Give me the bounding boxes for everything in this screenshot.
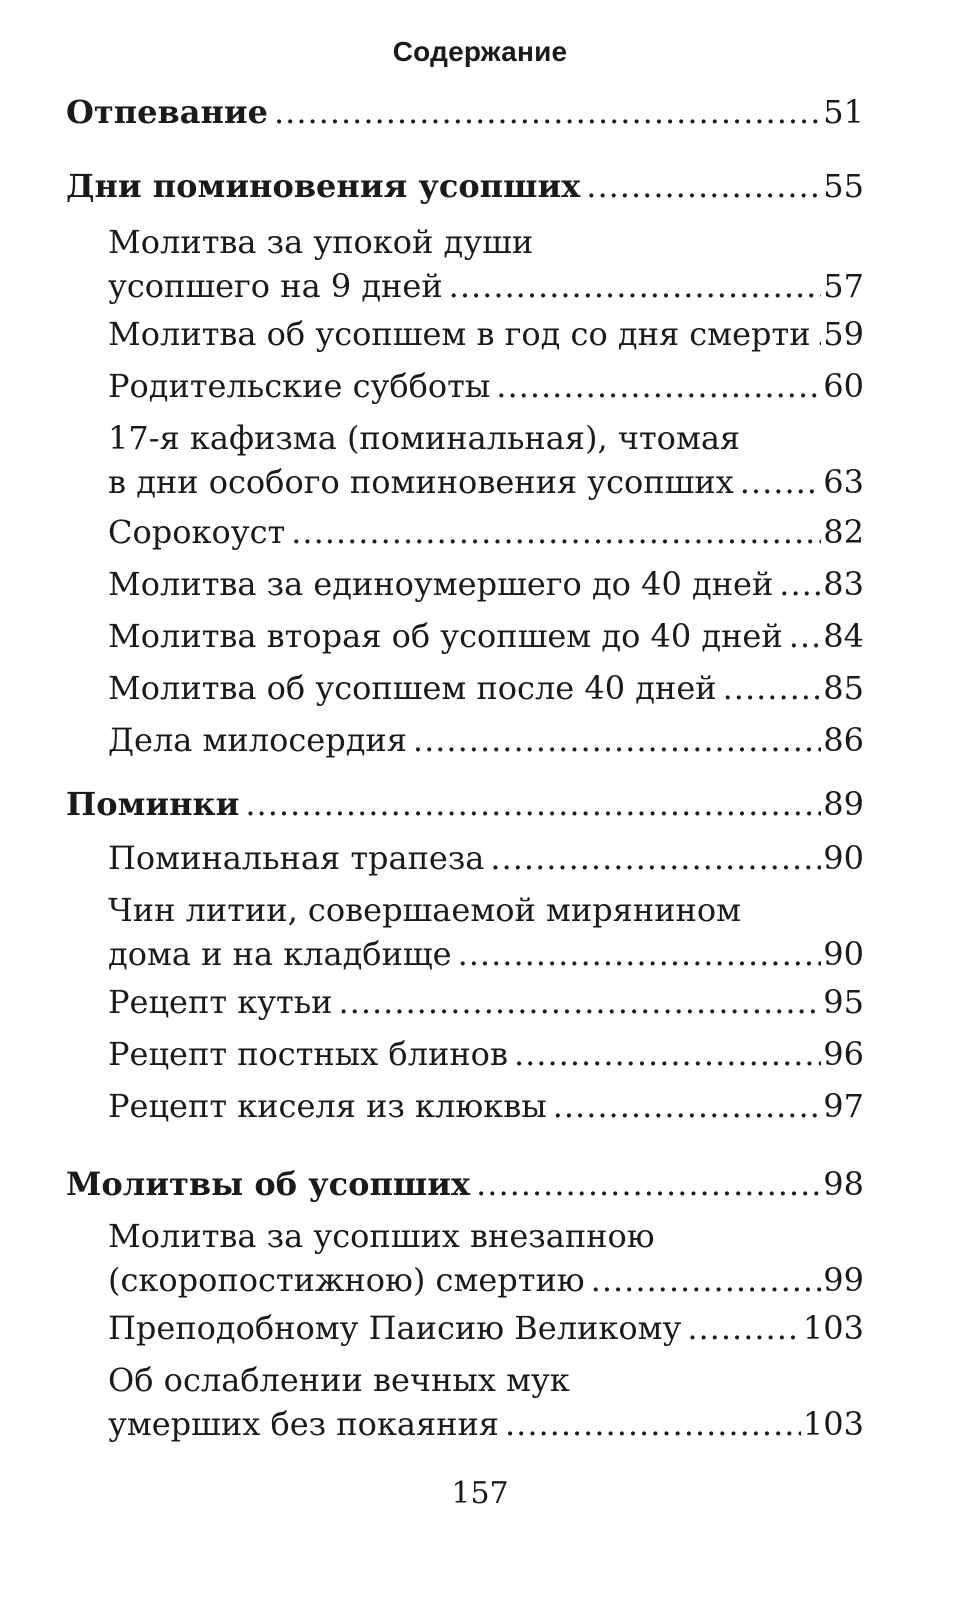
dot-leader <box>449 264 822 308</box>
toc-page-number: 63 <box>823 463 864 501</box>
toc-entry-title: Молитвы об усопших <box>66 1165 471 1203</box>
toc-subentry <box>108 718 864 762</box>
toc-entry-line <box>108 1402 864 1446</box>
toc-entry-line <box>66 782 864 826</box>
dot-leader <box>490 836 821 880</box>
toc-entry-title: Родительские субботы <box>108 367 491 405</box>
toc-entry-line <box>108 888 864 932</box>
toc-page-number: 86 <box>823 721 864 759</box>
toc-entry-title: Рецепт постных блинов <box>108 1035 508 1073</box>
toc-subentry <box>108 836 864 880</box>
toc-subentry <box>108 1032 864 1076</box>
toc-page-number: 51 <box>823 93 864 131</box>
toc-page-number: 97 <box>823 1087 864 1125</box>
toc-subentry <box>108 1358 864 1446</box>
toc-subentry <box>108 1306 864 1350</box>
dot-leader <box>687 1306 801 1350</box>
toc-page-number: 60 <box>823 367 864 405</box>
dot-leader <box>496 364 821 408</box>
toc-subentry <box>108 888 864 976</box>
toc-entry-line <box>108 614 864 658</box>
toc-page-number: 89 <box>823 785 864 823</box>
toc-entry-line <box>108 312 864 356</box>
toc-page-number: 82 <box>823 513 864 551</box>
toc-entry-title: умерших без покаяния <box>108 1405 499 1443</box>
toc-entry-line <box>66 1162 864 1206</box>
dot-leader <box>291 510 821 554</box>
toc-entry-title: Дни поминовения усопших <box>66 167 581 205</box>
toc-entry-title: Молитва вторая об усопшем до 40 дней <box>108 617 783 655</box>
toc-entry-title: Молитва за упокой души <box>108 223 534 261</box>
dot-leader <box>413 718 821 762</box>
toc-page-number: 99 <box>823 1261 864 1299</box>
toc-page-number: 95 <box>823 983 864 1021</box>
contents-heading: Содержание <box>392 36 568 67</box>
dot-leader <box>458 932 822 976</box>
toc-entry-title: Поминки <box>66 785 240 823</box>
toc-entry-line <box>108 718 864 762</box>
dot-leader <box>245 782 821 826</box>
toc-entry-line <box>108 980 864 1024</box>
dot-leader <box>817 312 822 356</box>
toc-entry-line <box>108 460 864 504</box>
toc-entry-title: Сорокоуст <box>108 513 286 551</box>
toc-subentry <box>108 614 864 658</box>
toc-page-number: 103 <box>802 1405 864 1443</box>
dot-leader <box>553 1084 822 1128</box>
dot-leader <box>338 980 821 1024</box>
toc-page-number: 103 <box>802 1309 864 1347</box>
toc-subentry <box>108 1214 864 1302</box>
dot-leader <box>789 614 822 658</box>
dot-leader <box>723 666 822 710</box>
page-number: 157 <box>451 1476 509 1511</box>
toc-entry-title: Поминальная трапеза <box>108 839 485 877</box>
toc-entry-line <box>66 90 864 134</box>
toc-page-number: 90 <box>823 839 864 877</box>
toc-entry-line <box>108 510 864 554</box>
toc-entry-line <box>108 1214 864 1258</box>
toc-page-number: 98 <box>823 1165 864 1203</box>
toc-page-number: 84 <box>823 617 864 655</box>
toc-entry-line <box>108 1084 864 1128</box>
toc-entry-title: Отпевание <box>66 93 268 131</box>
toc-entry-line <box>108 264 864 308</box>
toc-entry-title: Молитва об усопшем в год со дня смерти <box>108 315 811 353</box>
dot-leader <box>740 460 822 504</box>
toc-entry-title: Молитва за усопших внезапною <box>108 1217 655 1255</box>
toc-section-entry <box>66 1162 864 1206</box>
toc-entry-line <box>108 1258 864 1302</box>
toc-entry-title: Об ослаблении вечных мук <box>108 1361 570 1399</box>
toc-subentry <box>108 416 864 504</box>
dot-leader <box>779 562 821 606</box>
toc-page-number: 96 <box>823 1035 864 1073</box>
toc-entry-title: Молитва об усопшем после 40 дней <box>108 669 717 707</box>
toc-page-number: 59 <box>823 315 864 353</box>
toc-entry-line <box>108 666 864 710</box>
toc-entry-title: Дела милосердия <box>108 721 407 759</box>
toc-entry-line <box>108 220 864 264</box>
toc-subentry <box>108 562 864 606</box>
toc-entry-title: 17-я кафизма (поминальная), чтомая <box>108 419 741 457</box>
dot-leader <box>514 1032 821 1076</box>
toc-subentry <box>108 666 864 710</box>
dot-leader <box>586 164 821 208</box>
toc-entry-line <box>108 932 864 976</box>
toc-subentry <box>108 510 864 554</box>
toc-entry-line <box>108 416 864 460</box>
dot-leader <box>274 90 821 134</box>
toc-subentry <box>108 312 864 356</box>
toc-entry-line <box>108 1032 864 1076</box>
dot-leader <box>505 1402 801 1446</box>
toc-entry-line <box>108 562 864 606</box>
toc-entry-title: Преподобному Паисию Великому <box>108 1309 682 1347</box>
toc-subentry <box>108 980 864 1024</box>
toc-page-number: 57 <box>823 267 864 305</box>
toc-subentry <box>108 1084 864 1128</box>
toc-subentry <box>108 364 864 408</box>
toc-page-number: 85 <box>823 669 864 707</box>
toc-entry-title: в дни особого поминовения усопших <box>108 463 734 501</box>
toc-section-entry <box>66 164 864 208</box>
toc-entry-title: Молитва за единоумершего до 40 дней <box>108 565 774 603</box>
toc-entry-title: дома и на кладбище <box>108 935 452 973</box>
toc-entry-title: (скоропостижною) смертию <box>108 1261 585 1299</box>
toc-page-number: 83 <box>823 565 864 603</box>
toc-entry-title: усопшего на 9 дней <box>108 267 443 305</box>
toc-subentry <box>108 220 864 308</box>
toc-entry-line <box>66 164 864 208</box>
toc-entry-title: Рецепт кутьи <box>108 983 333 1021</box>
toc-entry-line <box>108 836 864 880</box>
toc-section-entry <box>66 90 864 134</box>
toc-entry-line <box>108 364 864 408</box>
toc-entry-line <box>108 1306 864 1350</box>
dot-leader <box>591 1258 822 1302</box>
toc-page-number: 90 <box>823 935 864 973</box>
toc-entry-title: Рецепт киселя из клюквы <box>108 1087 547 1125</box>
toc-entry-line <box>108 1358 864 1402</box>
toc-page-number: 55 <box>823 167 864 205</box>
dot-leader <box>476 1162 821 1206</box>
toc-section-entry <box>66 782 864 826</box>
toc-entry-title: Чин литии, совершаемой мирянином <box>108 891 741 929</box>
